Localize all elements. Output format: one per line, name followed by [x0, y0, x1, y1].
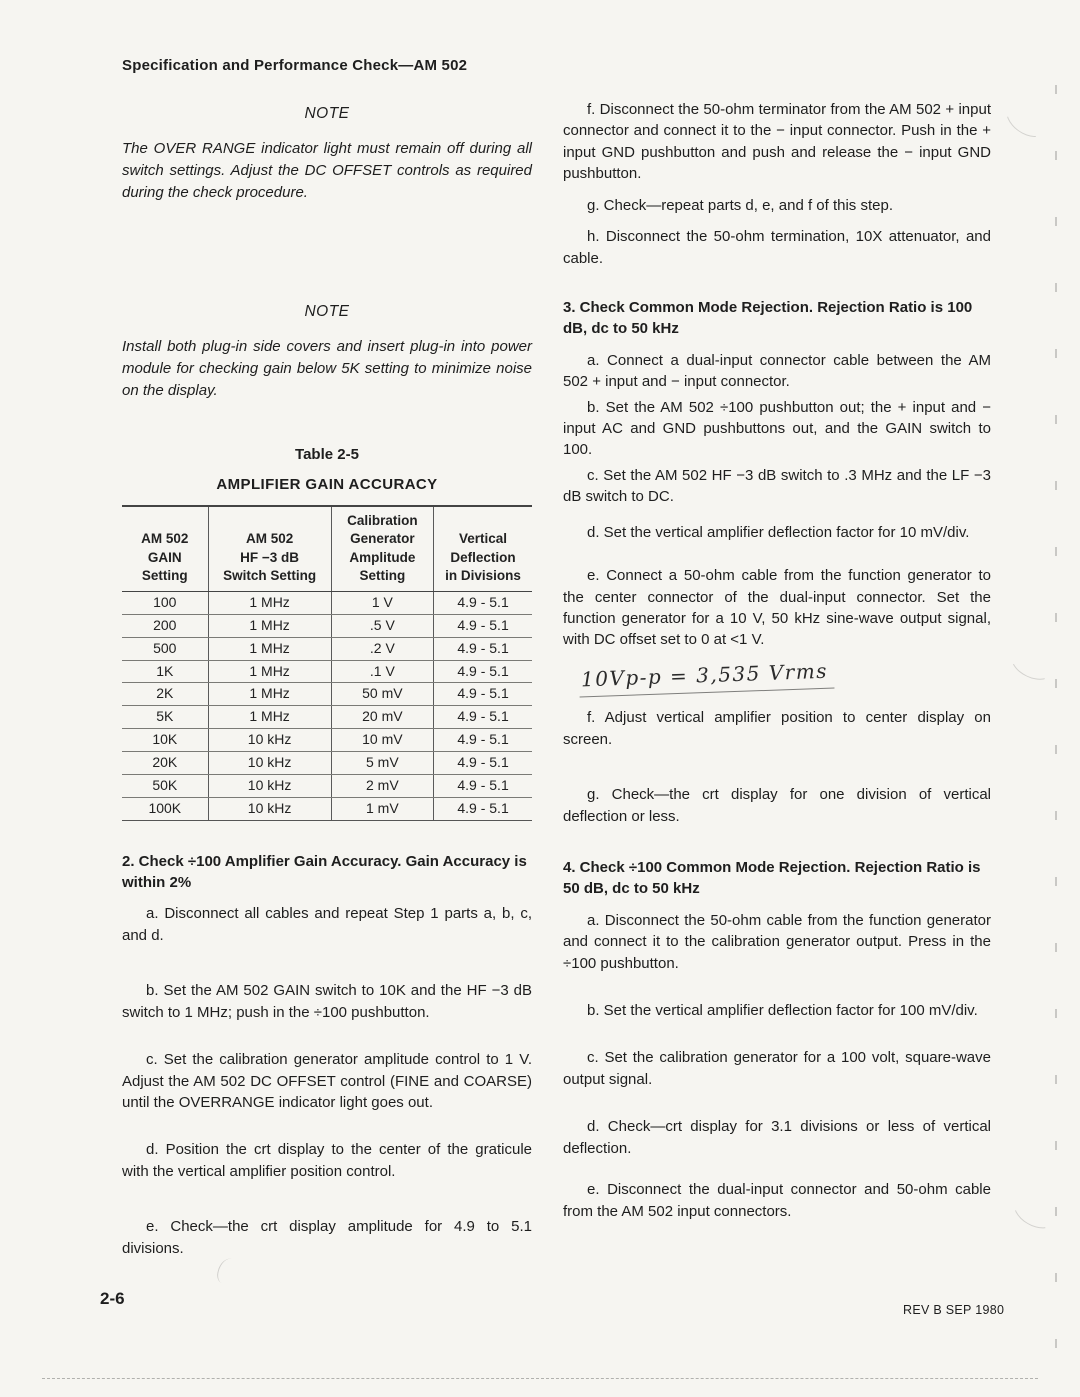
step-item: d. Check—crt display for 3.1 divisions or less of vertical deflection.	[563, 1118, 991, 1157]
step-item: g. Check—the crt display for one division of vertical deflection or less.	[563, 786, 991, 825]
note-text: Install both plug-in side covers and insert plug-in into power module for checking gain below 5K setting to minimize noise on the display.	[122, 338, 532, 399]
section-2-heading: 2. Check ÷100 Amplifier Gain Accuracy. Gain Accuracy is within 2%	[122, 852, 527, 892]
header-line: Switch Setting	[223, 567, 317, 583]
cell-defl: 4.9 - 5.1	[434, 706, 532, 729]
cell-hf: 1 MHz	[208, 637, 331, 660]
cell-gain: 20K	[122, 752, 208, 775]
amplifier-gain-accuracy-table	[122, 505, 532, 821]
note-label: NOTE	[304, 303, 350, 321]
cell-hf: 1 MHz	[208, 614, 331, 637]
cell-defl: 4.9 - 5.1	[434, 797, 532, 820]
table-row	[122, 683, 532, 706]
cell-gain: 100K	[122, 797, 208, 820]
cell-hf: 10 kHz	[208, 774, 331, 797]
header-line: Amplitude	[349, 549, 416, 565]
step-item: c. Set the calibration generator amplitude control to 1 V. Adjust the AM 502 DC OFFSET control (FINE and COARSE) until the OVERRANGE indicator light goes out.	[122, 1051, 532, 1111]
table-caption: Table 2-5	[295, 445, 359, 463]
header-line: AM 502	[245, 531, 294, 547]
cell-amp: 2 mV	[331, 774, 434, 797]
cell-amp: .2 V	[331, 637, 434, 660]
cell-hf: 1 MHz	[208, 591, 331, 614]
table-row	[122, 660, 532, 683]
table-body	[122, 591, 532, 820]
table-header	[122, 506, 532, 591]
scan-artifact-bottom-line	[42, 1378, 1038, 1379]
table-row	[122, 752, 532, 775]
cell-gain: 100	[122, 591, 208, 614]
table-title: AMPLIFIER GAIN ACCURACY	[216, 475, 438, 493]
step-item: a. Connect a dual-input connector cable between the AM 502 + input and − input connector.	[563, 351, 991, 391]
table-row	[122, 637, 532, 660]
cell-hf: 1 MHz	[208, 660, 331, 683]
cell-hf: 10 kHz	[208, 752, 331, 775]
cell-defl: 4.9 - 5.1	[434, 752, 532, 775]
revision-footer: REV B SEP 1980	[903, 1303, 1005, 1317]
cell-gain: 50K	[122, 774, 208, 797]
note-text: The OVER RANGE indicator light must remain off during all switch settings. Adjust the DC OFFSET controls as required during the check procedure.	[122, 140, 532, 201]
cell-hf: 1 MHz	[208, 706, 331, 729]
step-item: b. Set the AM 502 ÷100 pushbutton out; the + input and − input AC and GND pushbuttons out, and the GAIN switch to 100.	[563, 398, 991, 459]
table-row	[122, 774, 532, 797]
pencil-mark	[215, 1256, 239, 1286]
cell-defl: 4.9 - 5.1	[434, 614, 532, 637]
step-item: e. Disconnect the dual-input connector and 50-ohm cable from the AM 502 input connectors.	[563, 1181, 991, 1220]
handwritten-annotation: 10Vp-p = 3,535 Vrms	[579, 656, 835, 697]
cell-hf: 10 kHz	[208, 729, 331, 752]
header-gain-setting	[122, 506, 208, 591]
header-line: in Divisions	[445, 567, 521, 583]
step-item: c. Set the AM 502 HF −3 dB switch to .3 MHz and the LF −3 dB switch to DC.	[563, 466, 991, 506]
cell-amp: 10 mV	[331, 729, 434, 752]
right-column	[563, 95, 991, 1222]
header-line: Calibration	[347, 513, 418, 529]
cell-amp: .1 V	[331, 660, 434, 683]
scan-artifact-curl	[1006, 640, 1060, 687]
page-header: Specification and Performance Check—AM 502	[122, 57, 468, 74]
step-item: e. Connect a 50-ohm cable from the function generator to the center connector of the dual-input connector. Set the function generator for a 10 V, 50 kHz sine-wave output signal, with DC offset set to 0 at <1 V.	[563, 567, 991, 649]
page-number: 2-6	[100, 1289, 125, 1308]
cell-gain: 2K	[122, 683, 208, 706]
section-4-heading: 4. Check ÷100 Common Mode Rejection. Rejection Ratio is 50 dB, dc to 50 kHz	[563, 859, 981, 898]
step-item: a. Disconnect the 50-ohm cable from the function generator and connect it to the calibration generator output. Press in the ÷100 pushbutton.	[563, 911, 991, 972]
cell-amp: 1 mV	[331, 797, 434, 820]
step-item: d. Set the vertical amplifier deflection factor for 10 mV/div.	[587, 523, 970, 541]
cell-defl: 4.9 - 5.1	[434, 683, 532, 706]
step-item: a. Disconnect all cables and repeat Step 1 parts a, b, c, and d.	[122, 905, 532, 944]
cell-amp: 5 mV	[331, 752, 434, 775]
header-line: HF −3 dB	[240, 549, 300, 565]
cell-amp: 50 mV	[331, 683, 434, 706]
step-item: c. Set the calibration generator for a 100 volt, square-wave output signal.	[563, 1049, 991, 1088]
cell-defl: 4.9 - 5.1	[434, 729, 532, 752]
step-item: f. Adjust vertical amplifier position to center display on screen.	[563, 709, 991, 748]
cell-gain: 500	[122, 637, 208, 660]
header-calibration-amplitude	[331, 506, 434, 591]
header-line: Deflection	[450, 549, 516, 565]
cell-gain: 10K	[122, 729, 208, 752]
cell-defl: 4.9 - 5.1	[434, 774, 532, 797]
table-row	[122, 797, 532, 820]
table-row	[122, 706, 532, 729]
cell-amp: .5 V	[331, 614, 434, 637]
header-line: Setting	[141, 567, 188, 583]
step-item: h. Disconnect the 50-ohm termination, 10X attenuator, and cable.	[563, 228, 991, 267]
cell-hf: 1 MHz	[208, 683, 331, 706]
step-item: b. Set the AM 502 GAIN switch to 10K and the HF −3 dB switch to 1 MHz; push in the ÷100 pushbutton.	[122, 982, 532, 1021]
cell-defl: 4.9 - 5.1	[434, 637, 532, 660]
cell-gain: 200	[122, 614, 208, 637]
header-vertical-deflection	[434, 506, 532, 591]
note-label: NOTE	[304, 105, 350, 122]
cell-amp: 1 V	[331, 591, 434, 614]
table-header-row	[122, 506, 532, 591]
section-3-heading: 3. Check Common Mode Rejection. Rejection Ratio is 100 dB, dc to 50 kHz	[563, 299, 973, 338]
cell-amp: 20 mV	[331, 706, 434, 729]
table-row	[122, 591, 532, 614]
cell-gain: 5K	[122, 706, 208, 729]
step-item: e. Check—the crt display amplitude for 4.9 to 5.1 divisions.	[122, 1218, 532, 1257]
cell-defl: 4.9 - 5.1	[434, 660, 532, 683]
table-row	[122, 614, 532, 637]
header-hf-switch	[208, 506, 331, 591]
left-column	[122, 95, 532, 1259]
header-line: AM 502	[141, 531, 189, 547]
step-item: b. Set the vertical amplifier deflection factor for 100 mV/div.	[587, 1001, 978, 1019]
step-item: g. Check—repeat parts d, e, and f of this step.	[587, 196, 893, 214]
step-item: d. Position the crt display to the center of the graticule with the vertical amplifier position control.	[122, 1141, 532, 1180]
header-line: Setting	[359, 567, 406, 583]
scan-artifact-edge-marks	[1055, 85, 1057, 1350]
cell-gain: 1K	[122, 660, 208, 683]
step-item: f. Disconnect the 50-ohm terminator from the AM 502 + input connector and connect it to the − input connector. Push in the + input GND pushbutton and push and release the − input GND pushbutton.	[563, 101, 991, 183]
header-line: GAIN	[147, 549, 182, 565]
cell-defl: 4.9 - 5.1	[434, 591, 532, 614]
scan-artifact-curl	[1000, 94, 1055, 145]
cell-hf: 10 kHz	[208, 797, 331, 820]
header-line: Generator	[350, 531, 415, 547]
table-row	[122, 729, 532, 752]
header-line: Vertical	[459, 531, 508, 547]
